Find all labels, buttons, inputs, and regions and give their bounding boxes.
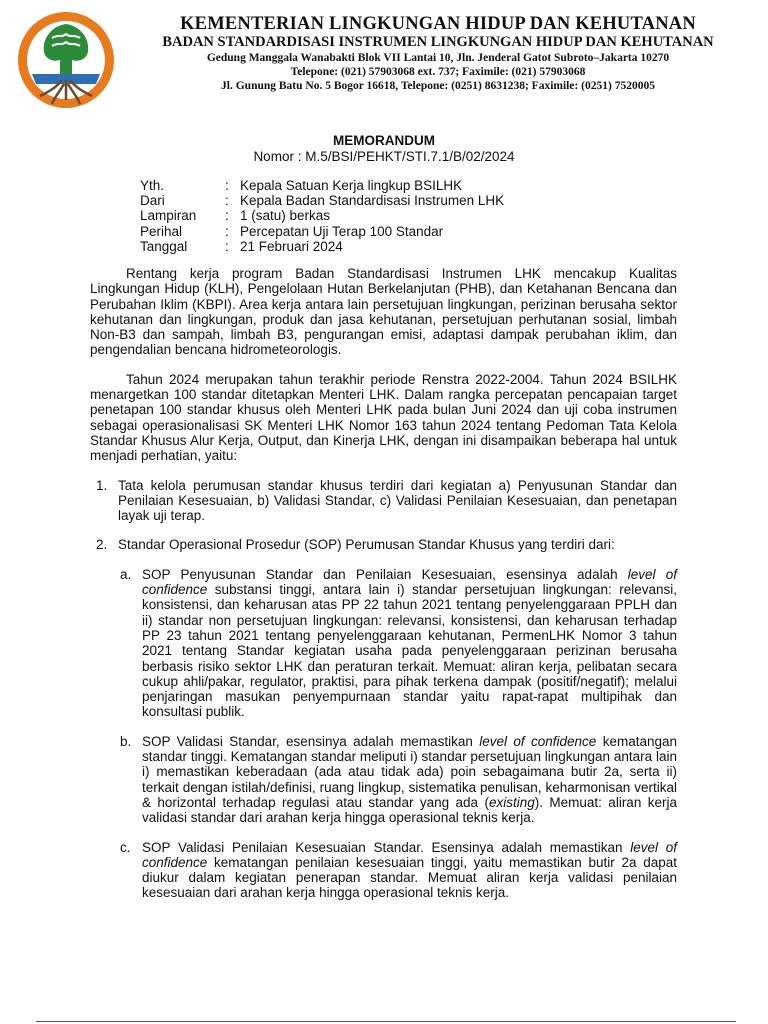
- header-colon: :: [225, 238, 229, 254]
- sublist-item-b: [90, 734, 677, 826]
- header-colon: :: [225, 223, 229, 239]
- address-line-1: Gedung Manggala Wanabakti Blok VII Lantai 10, Jln. Jenderal Gatot Subroto–Jakarta 10270: [206, 52, 670, 64]
- header-colon: :: [225, 193, 229, 209]
- header-value: Kepala Badan Standardisasi Instrumen LHK: [240, 193, 505, 209]
- sublist-emphasis: level of confidence: [142, 839, 678, 870]
- sublist-item-a: [90, 567, 677, 720]
- sublist-letter: a.: [120, 566, 132, 582]
- list-item-2: [90, 537, 677, 552]
- letterhead: [0, 0, 768, 112]
- header-colon: :: [225, 178, 229, 193]
- list-number: 2.: [96, 537, 108, 553]
- sublist-text: SOP Penyusunan Standar dan Penilaian Kesesuaian, esensinya adalah: [142, 566, 628, 582]
- list-number: 1.: [96, 477, 108, 493]
- sublist-emphasis: existing: [488, 794, 535, 810]
- header-label: Yth.: [140, 178, 165, 193]
- header-value: Percepatan Uji Terap 100 Standar: [240, 223, 444, 239]
- list-item-text: Standar Operasional Prosedur (SOP) Perumusan Standar Khusus yang terdiri dari:: [118, 537, 615, 553]
- header-value: 21 Februari 2024: [240, 238, 343, 254]
- footer-divider: [36, 1021, 736, 1022]
- header-value: 1 (satu) berkas: [240, 208, 331, 224]
- ministry-name: KEMENTERIAN LINGKUNGAN HIDUP DAN KEHUTANAN: [180, 14, 696, 34]
- sublist-emphasis: level of confidence: [142, 566, 677, 598]
- sublist-text: kematangan standar tinggi. Kematangan standar meliputi i) standar persetujuan lingkungan antara lain i) memastikan keberadaan (ada atau tidak ada) poin sebagaimana butir 2a, serta ii) terkait dengan istilah/definisi, ruang lingkup, sistematika penulisan, keharmonisan vertikal & horizontal terhadap regulasi atau standar yang ada (: [142, 733, 677, 810]
- sublist-letter: b.: [120, 733, 132, 749]
- sublist-text: substansi tinggi, antara lain i) standar persetujuan lingkungan: relevansi, konsistensi, dan keharusan atas PP 22 tahun 2021 tentang penyelenggaraan PPLH dan ii) standar non persetujuan lingkungan: relevansi, konsistensi, dan keharusan terhadap PP 23 tahun 2021 tentang penyelenggaraan kehutanan, PermenLHK Nomor 3 tahun 2021 tentang Standar kegiatan usaha pada penyelenggaraan perizinan berusaha berbasis risiko sektor LHK dan peraturan terkait. Memuat: aliran kerja, pelibatan secara cukup ahli/pakar, regulator, praktisi, para pihak terkena dampak (positif/negatif); melalui penjaringan masukan penyempurnaan standar yaitu rapat-rapat multipihak dan konsultasi publik.: [142, 582, 677, 720]
- memo-number: Nomor : M.5/BSI/PEHKT/STI.7.1/B/02/2024: [253, 149, 515, 164]
- sublist-text: kematangan penilaian kesesuaian tinggi, yaitu memastikan butir 2a dapat diukur dalam kegiatan penerapan standar. Memuat aliran kerja validasi penilaian kesesuaian dari arahan kerja hingga operasional teknis kerja.: [142, 854, 677, 901]
- header-label: Lampiran: [140, 208, 197, 224]
- header-label: Tanggal: [140, 238, 188, 254]
- phone-line: Telepone: (021) 57903068 ext. 737; Faximile: (021) 57903068: [290, 66, 586, 78]
- header-label: Perihal: [140, 223, 183, 239]
- list-item-1: [90, 478, 677, 524]
- ministry-logo-icon: [12, 8, 130, 112]
- agency-name: BADAN STANDARDISASI INSTRUMEN LINGKUNGAN HIDUP DAN KEHUTANAN: [162, 34, 714, 50]
- sublist-text: SOP Validasi Standar, esensinya adalah memastikan: [142, 733, 480, 749]
- memo-body: [90, 266, 677, 915]
- sublist-text: SOP Validasi Penilaian Kesesuaian Standar. Esensinya adalah memastikan: [142, 839, 631, 855]
- list-item-text: Tata kelola perumusan standar khusus terdiri dari kegiatan a) Penyusunan Standar dan Penilaian Kesesuaian, b) Validasi Standar, c) Validasi Penilaian Kesesuaian, dan penetapan layak uji terap.: [118, 477, 677, 524]
- paragraph-target: Tahun 2024 merupakan tahun terakhir periode Renstra 2022-2004. Tahun 2024 BSILHK menargetkan 100 standar ditetapkan Menteri LHK. Dalam rangka percepatan pencapaian target penetapan 100 standar khusus oleh Menteri LHK pada bulan Juni 2024 dan uji coba instrumen sebagai operasionalisasi SK Menteri LHK Nomor 163 tahun 2024 tentang Pedoman Tata Kelola Standar Khusus Alur Kerja, Output, dan Kinerja LHK, dengan ini disampaikan beberapa hal untuk menjadi perhatian, yaitu:: [90, 371, 677, 464]
- memo-title: MEMORANDUM: [333, 133, 435, 148]
- header-label: Dari: [140, 193, 165, 209]
- sublist-text: ). Memuat: aliran kerja validasi standar dari arahan kerja hingga operasional teknis kerja.: [142, 794, 677, 826]
- sublist-letter: c.: [120, 839, 131, 855]
- paragraph-intro: Rentang kerja program Badan Standardisasi Instrumen LHK mencakup Kualitas Lingkungan Hidup (KLH), Pengelolaan Hutan Berkelanjutan (PHB), dan Ketahanan Bencana dan Perubahan Iklim (KBPI). Area kerja antara lain persetujuan lingkungan, perizinan berusaha sektor kehutanan dan lingkungan, produk dan jasa kehutanan, persetujuan perhutanan sosial, limbah Non-B3 dan sampah, limbah B3, pengurangan emisi, adaptasi dampak perubahan iklim, dan pengendalian bencana hidrometeorologis.: [90, 266, 677, 358]
- header-value: Kepala Satuan Kerja lingkup BSILHK: [240, 178, 463, 193]
- sublist-item-c: [90, 840, 677, 901]
- header-colon: :: [225, 208, 229, 224]
- sublist-emphasis: level of confidence: [479, 733, 597, 749]
- address-line-2: Jl. Gunung Batu No. 5 Bogor 16618, Telepone: (0251) 8631238; Faximile: (0251) 7520005: [221, 80, 655, 92]
